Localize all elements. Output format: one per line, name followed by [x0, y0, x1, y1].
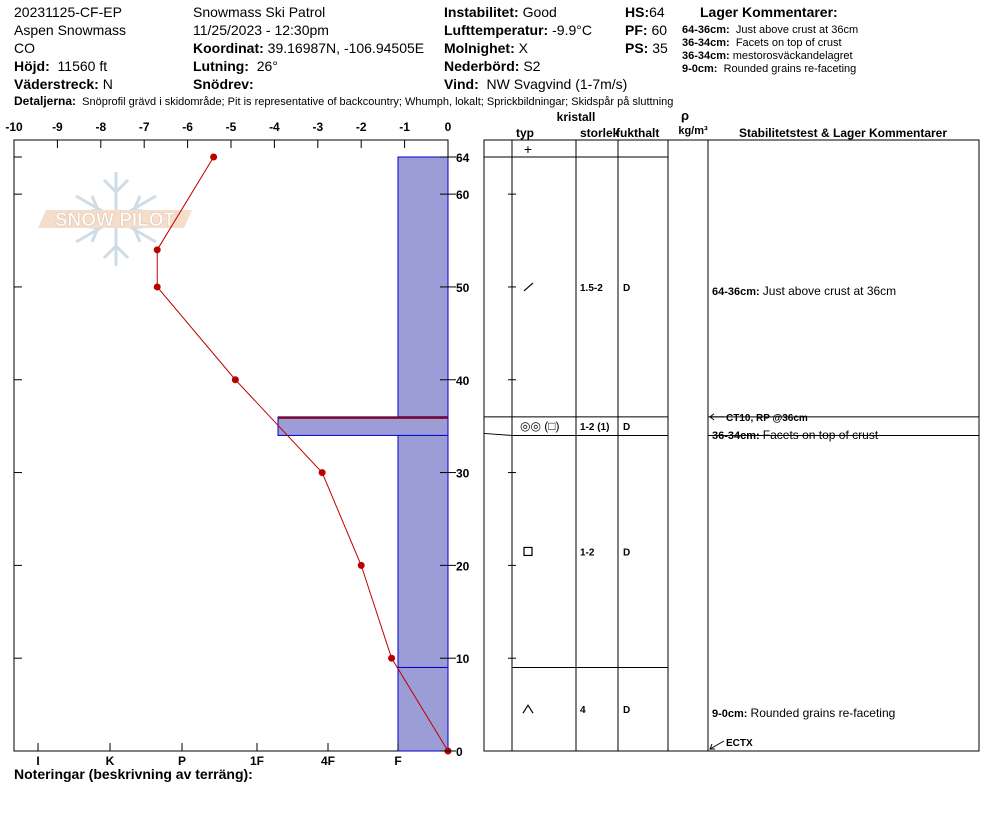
layer-comment-text: Facets on top of crust [735, 37, 842, 49]
hardness-tick-label-4: 4F [320, 754, 336, 768]
layer-comment-range: 36-34cm: [682, 50, 730, 62]
temp-tick-label-7: -3 [312, 120, 324, 134]
slope-value: 26° [256, 58, 278, 74]
depth-tick-label-4: 40 [456, 373, 470, 388]
caret-icon [523, 705, 533, 713]
drift-label: Snödrev: [193, 76, 254, 92]
temperature-plot-frame [14, 140, 448, 751]
aspect-value: N [102, 76, 113, 92]
temperature-point-3 [232, 376, 239, 383]
strata-comment-range: 36-34cm: [712, 430, 763, 443]
hardness-tick-label-0: I [36, 754, 40, 768]
hardness-bar-2 [398, 435, 448, 667]
strata-comment-range: 64-36cm: [712, 285, 763, 298]
layer-comment-range: 36-34cm: [682, 37, 730, 49]
col-header-moisture: fukthalt [616, 126, 660, 140]
temp-tick-label-1: -9 [52, 120, 63, 134]
melt-forms-facets-icon: ◎◎ (□) [520, 419, 560, 434]
strata-moisture: D [623, 282, 631, 294]
strata-row-0 [524, 283, 630, 294]
ps-label: PS: [625, 40, 649, 56]
strata-moisture: D [623, 705, 631, 717]
depth-tick-label-5: 50 [456, 280, 470, 295]
state: CO [14, 40, 35, 56]
sky-label: Molnighet: [444, 40, 515, 56]
layer-comments-title-text: Lager Kommentarer: [700, 4, 838, 20]
wind-label: Vind: [444, 76, 479, 92]
wind-value: NW Svagvind (1-7m/s) [486, 76, 628, 92]
plus-icon: + [523, 141, 533, 157]
hardness-tick-label-5: F [394, 754, 402, 768]
temperature-point-4 [319, 469, 326, 476]
col-header-crystal: kristall [556, 110, 596, 124]
depth-tick-label-3: 30 [456, 466, 470, 481]
layer-comment-range: 64-36cm: [682, 24, 730, 36]
stability-value: Good [522, 4, 557, 20]
notes-label-text: Noteringar (beskrivning av terräng): [14, 766, 253, 782]
stability-label: Instabilitet: [444, 4, 519, 20]
airtemp-label: Lufttemperatur: [444, 22, 549, 38]
pf-value: 60 [651, 22, 668, 38]
layer-comment-text: Rounded grains re-faceting [723, 63, 857, 75]
strata-comment-range: 9-0cm: [712, 707, 751, 720]
col-header-type: typ [516, 126, 534, 140]
layer-comment-text: mestorosväckandelagret [732, 50, 853, 62]
hardness-profile [278, 157, 448, 751]
stability-test-0 [710, 413, 808, 424]
pit-id: 20231125-CF-EP [14, 4, 122, 20]
depth-tick-label-1: 10 [456, 652, 470, 667]
temperature-point-5 [358, 562, 365, 569]
temperature-point-0 [210, 154, 217, 161]
ps-value: 35 [652, 40, 668, 56]
strata-comment-text: Rounded grains re-faceting [750, 705, 896, 720]
hardness-tick-label-3: 1F [249, 754, 265, 768]
temp-tick-label-6: -4 [269, 120, 280, 134]
strata-table [484, 108, 979, 751]
test-label: CT10, RP @36cm [726, 412, 808, 424]
connector-34 [484, 433, 512, 435]
hardness-tick-label-2: P [177, 754, 187, 768]
depth-tick-label-2: 20 [456, 559, 470, 574]
temp-tick-label-2: -8 [95, 120, 107, 134]
strata-rows [484, 141, 979, 720]
sky-value: X [518, 40, 528, 56]
strata-moisture: D [623, 547, 631, 559]
temp-tick-label-10: 0 [444, 120, 452, 134]
hardness-axis [36, 743, 401, 768]
aspect-label: Väderstreck: [14, 76, 99, 92]
elevation-value: 11560 ft [57, 58, 108, 74]
temperature-point-2 [154, 283, 161, 290]
hs-label: HS: [625, 4, 650, 20]
snowpilot-logo [38, 172, 192, 266]
depth-tick-label-7: 64 [456, 151, 470, 165]
col-header-density-unit: kg/m³ [678, 125, 708, 137]
layer-comment-range: 9-0cm: [682, 63, 718, 75]
stability-test-1 [710, 738, 753, 749]
airtemp-value: -9.9°C [552, 22, 592, 38]
hardness-bar-1 [278, 417, 448, 436]
strata-comment-text: Just above crust at 36cm [762, 283, 897, 298]
temp-tick-label-0: -10 [5, 120, 23, 134]
col-header-rho: ρ [680, 108, 690, 123]
coordinate-value: 39.16987N, -106.94505E [267, 40, 425, 56]
slash-icon [524, 283, 533, 291]
strata-size: 1-2 [580, 547, 595, 559]
strata-row-1 [520, 419, 630, 433]
coordinate-label: Koordinat: [193, 40, 264, 56]
strata-row-3 [523, 705, 630, 716]
temp-tick-label-9: -1 [399, 120, 410, 134]
col-header-comments: Stabilitetstest & Lager Kommentarer [738, 126, 948, 140]
strata-comment-0 [712, 284, 896, 298]
strata-size: 1.5-2 [580, 282, 603, 294]
temperature-point-1 [154, 246, 161, 253]
depth-tick-label-0: 0 [456, 745, 463, 759]
temp-tick-label-3: -7 [138, 120, 150, 134]
elevation-label: Höjd: [14, 58, 50, 74]
strata-size: 4 [580, 705, 586, 717]
test-label: ECTX [726, 738, 753, 749]
strata-row-2 [524, 547, 630, 558]
temp-tick-label-4: -6 [182, 120, 193, 134]
square-icon [524, 547, 532, 555]
strata-comment-3 [712, 706, 895, 720]
temperature-axis [5, 120, 451, 148]
strata-comment-text: Facets on top of crust [762, 428, 879, 443]
hardness-tick-label-1: K [105, 754, 115, 768]
depth-connectors [710, 413, 808, 749]
organization: Snowmass Ski Patrol [193, 4, 326, 20]
precip-value: S2 [523, 58, 541, 74]
pf-label: PF: [625, 22, 648, 38]
precip-label: Nederbörd: [444, 58, 520, 74]
details-label: Detaljerna: [14, 94, 77, 108]
strata-moisture: D [623, 422, 631, 434]
temp-tick-label-5: -5 [225, 120, 237, 134]
location: Aspen Snowmass [14, 22, 127, 38]
strata-size: 1-2 (1) [580, 422, 610, 434]
col-header-size: storlek [580, 126, 620, 140]
logo-text: SNOW PILOT [54, 210, 176, 231]
strata-table-frame [484, 140, 979, 751]
hs-value: 64 [649, 4, 665, 20]
temperature-point-6 [388, 655, 395, 662]
layer-comment-text: Just above crust at 36cm [735, 24, 859, 36]
datetime: 11/25/2023 - 12:30pm [193, 22, 329, 38]
temp-tick-label-8: -2 [355, 120, 367, 134]
slope-label: Lutning: [193, 58, 249, 74]
depth-tick-label-6: 60 [456, 188, 470, 203]
details-value: Snöprofil grävd i skidområde; Pit is representative of backcountry; Whumph, lokalt; Sprickbildningar; Skidspår på sluttning [82, 96, 674, 108]
strata-comment-1 [712, 428, 879, 442]
